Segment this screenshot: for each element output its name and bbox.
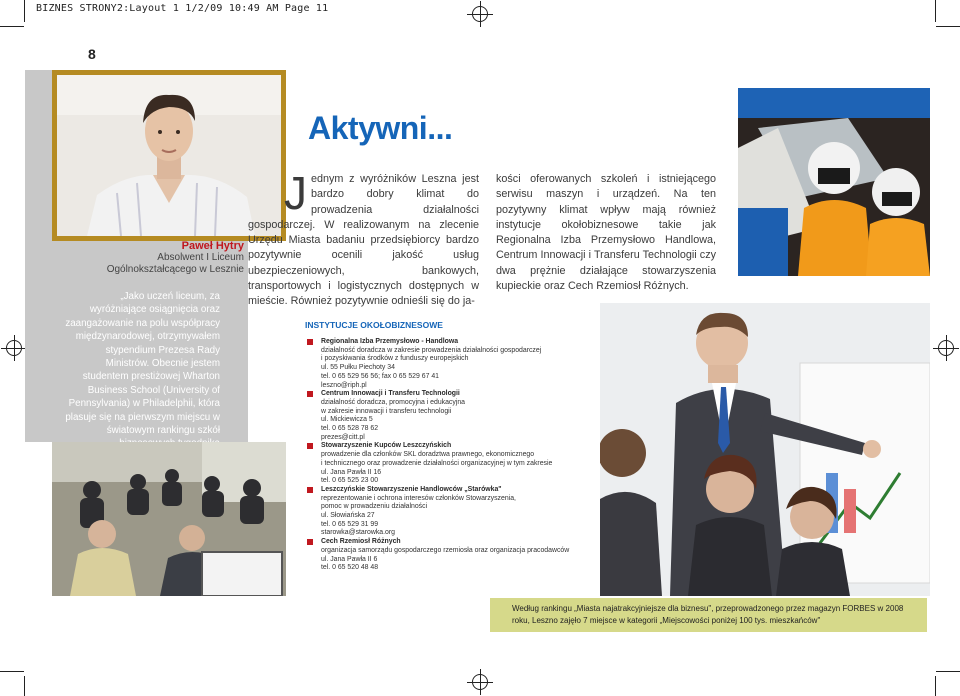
institution-item (307, 486, 597, 538)
institution-detail: prezes@citt.pl (321, 433, 365, 441)
business-meeting-illustration (600, 303, 930, 596)
institution-detail: reprezentowanie i ochrona interesów członków Stowarzyszenia, (321, 494, 516, 502)
crop-mark (935, 676, 936, 696)
institution-detail: ul. Jana Pawła II 6 (321, 555, 378, 563)
institution-item (307, 338, 597, 390)
technicians-illustration (738, 88, 930, 276)
institution-detail: starowka@starowka.org (321, 529, 396, 537)
profile-caption (107, 240, 244, 276)
institution-detail: tel. 0 65 520 48 48 (321, 564, 379, 572)
crop-mark (935, 0, 936, 22)
institution-detail: organizacja samorządu gospodarczego rzemiosła oraz organizacja pracodawców (321, 546, 570, 554)
red-square-bullet-icon (307, 539, 313, 545)
profile-line: Ogólnokształcącego w Lesznie (106, 264, 244, 275)
drop-cap: J (284, 167, 307, 219)
conference-photo (52, 442, 286, 596)
printer-slug: BIZNES STRONY2:Layout 1 1/2/09 10:49 AM Page 11 (36, 3, 329, 14)
institution-name: Centrum Innowacji i Transferu Technologii (321, 390, 460, 398)
registration-mark-icon (472, 674, 488, 690)
registration-mark-icon (6, 340, 22, 356)
profile-line: Absolwent I Liceum (157, 252, 244, 263)
institution-name: Leszczyńskie Stowarzyszenie Handlowców „Starówka" (321, 485, 502, 493)
conference-illustration (52, 442, 286, 596)
article-text: ednym z wyróżników Leszna jest bardzo dobry klimat do prowadzenia działalności gospodarczej. W realizowanym na zlecenie Urzędu Miasta badaniu przedsiębiorcy bardzo pozytywnie ocenili jakość usług ubezpieczeniowych, bankowych, transportowych i logistycznych dostępnych w mieście. Również pozytywnie odnieśli się do ja- (248, 173, 479, 308)
institution-detail: ul. Słowiańska 27 (321, 512, 375, 520)
institution-detail: i pozyskiwania środków z funduszy europejskich (321, 355, 469, 363)
registration-mark-icon (472, 6, 488, 22)
red-square-bullet-icon (307, 443, 313, 449)
institution-name: Cech Rzemiosł Różnych (321, 538, 401, 546)
article-title: Aktywni... (308, 110, 453, 146)
institution-detail: działalność doradcza, promocyjna i edukacyjna (321, 398, 466, 406)
institution-item (307, 538, 597, 573)
business-meeting-photo (600, 303, 930, 596)
page-number: 8 (88, 46, 96, 62)
red-square-bullet-icon (307, 487, 313, 493)
profile-name: Paweł Hytry (181, 240, 244, 252)
institution-detail: tel. 0 65 525 23 00 (321, 477, 379, 485)
institution-detail: i technicznego oraz prowadzenie działalności organizacyjnej w tym zakresie (321, 459, 553, 467)
institution-detail: pomoc w prowadzeniu działalności (321, 503, 428, 511)
red-square-bullet-icon (307, 339, 313, 345)
institution-detail: ul. Jana Pawła II 16 (321, 468, 382, 476)
institution-detail: ul. Mickiewicza 5 (321, 416, 373, 424)
crop-mark (936, 26, 960, 27)
technicians-photo (738, 88, 930, 276)
crop-mark (24, 0, 25, 22)
institution-name: Regionalna Izba Przemysłowo - Handlowa (321, 338, 459, 345)
crop-mark (936, 671, 960, 672)
article-column-2: kości oferowanych szkoleń i istniejącego serwisu maszyn i urządzeń. Na ten pozytywny klimat wpływ mają również instytucje okołobiznesowe takie jak Regionalna Izba Przemysłowo Handlowa, Centrum Innowacji i Transferu Technologii czy dwa prężnie działające stowarzyszenia kupieckie oraz Cech Rzemiosł Różnych. (496, 173, 716, 293)
crop-mark (0, 26, 24, 27)
article-column-1 (248, 167, 479, 310)
registration-mark-icon (938, 340, 954, 356)
crop-mark (24, 676, 25, 696)
institutions-list (307, 338, 597, 573)
red-square-bullet-icon (307, 391, 313, 397)
institutions-heading: INSTYTUCJE OKOŁOBIZNESOWE (305, 320, 443, 330)
institution-detail: tel. 0 65 528 78 62 (321, 425, 379, 433)
testimonial-quote: „Jako uczeń liceum, za wyróżniające osiągnięcia oraz zaangażowanie na polu współpracy międzynarodowej, otrzymywałem stypendium Prezesa Rady Ministrów. Obecnie jestem studentem prestiżowej Wharton Business School (University of Pennsylvania) w Philadelphii, która plasuje się na pierwszym miejscu w światowym rankingu szkół (65, 291, 220, 437)
institution-detail: tel. 0 65 529 31 99 (321, 520, 379, 528)
institution-detail: działalność doradcza w zakresie prowadzenia działalności gospodarczej (321, 346, 542, 354)
institution-detail: w zakresie innowacji i transferu technologii (321, 407, 452, 415)
institution-detail: tel. 0 65 529 56 56; fax 0 65 529 67 41 (321, 372, 440, 380)
institution-item (307, 390, 597, 442)
institution-name: Stowarzyszenie Kupców Leszczyńskich (321, 442, 452, 450)
institution-item (307, 442, 597, 486)
institution-detail: prowadzenie dla członków SKL doradztwa prawnego, ekonomicznego (321, 451, 535, 459)
ranking-note: Według rankingu „Miasta najatrakcyjniejsze dla biznesu", przeprowadzonego przez magazyn FORBES w 2008 roku, Leszno zajęło 7 miejsce w kategorii „Miejscowości poniżej 100 tys. mieszkańców" (490, 598, 927, 632)
institution-detail: leszno@riph.pl (321, 381, 367, 389)
institution-detail: ul. 55 Pułku Piechoty 34 (321, 364, 395, 372)
crop-mark (0, 671, 24, 672)
